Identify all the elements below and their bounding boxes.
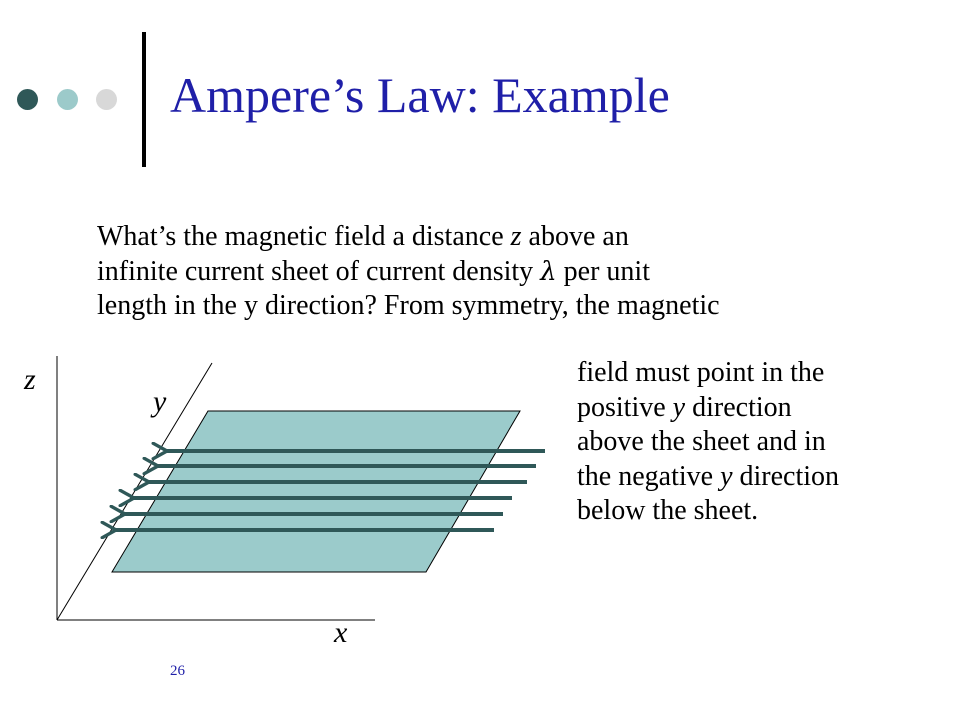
- axis-label-y: y: [153, 385, 167, 418]
- variable-y-positive: y: [672, 391, 686, 423]
- side-line-2-pre: positive: [577, 391, 673, 423]
- variable-y-negative: y: [720, 460, 733, 492]
- lambda-symbol: λ: [540, 256, 557, 287]
- intro-line-1-post: above an: [521, 221, 629, 252]
- side-line-3: above the sheet and in: [577, 426, 826, 457]
- side-line-4-pre: the negative: [577, 460, 721, 492]
- side-line-2-post: direction: [685, 391, 792, 423]
- slide-title: Ampere’s Law: Example: [170, 67, 670, 123]
- page-number: 26: [170, 663, 185, 679]
- variable-z: z: [510, 221, 522, 252]
- side-line-5: below the sheet.: [577, 495, 759, 526]
- side-line-1: field must point in the: [577, 357, 825, 388]
- axis-label-x: x: [334, 616, 348, 649]
- intro-line-2-pre: infinite current sheet of current density: [97, 255, 541, 287]
- intro-line-3: length in the y direction? From symmetry, the magnetic: [97, 290, 720, 321]
- axis-label-z: z: [24, 363, 36, 396]
- intro-line-2-post: per unit: [556, 255, 650, 287]
- intro-line-1-pre: What’s the magnetic field a distance: [97, 221, 511, 252]
- current-sheet: [112, 411, 520, 572]
- side-line-4-post: direction: [732, 460, 840, 492]
